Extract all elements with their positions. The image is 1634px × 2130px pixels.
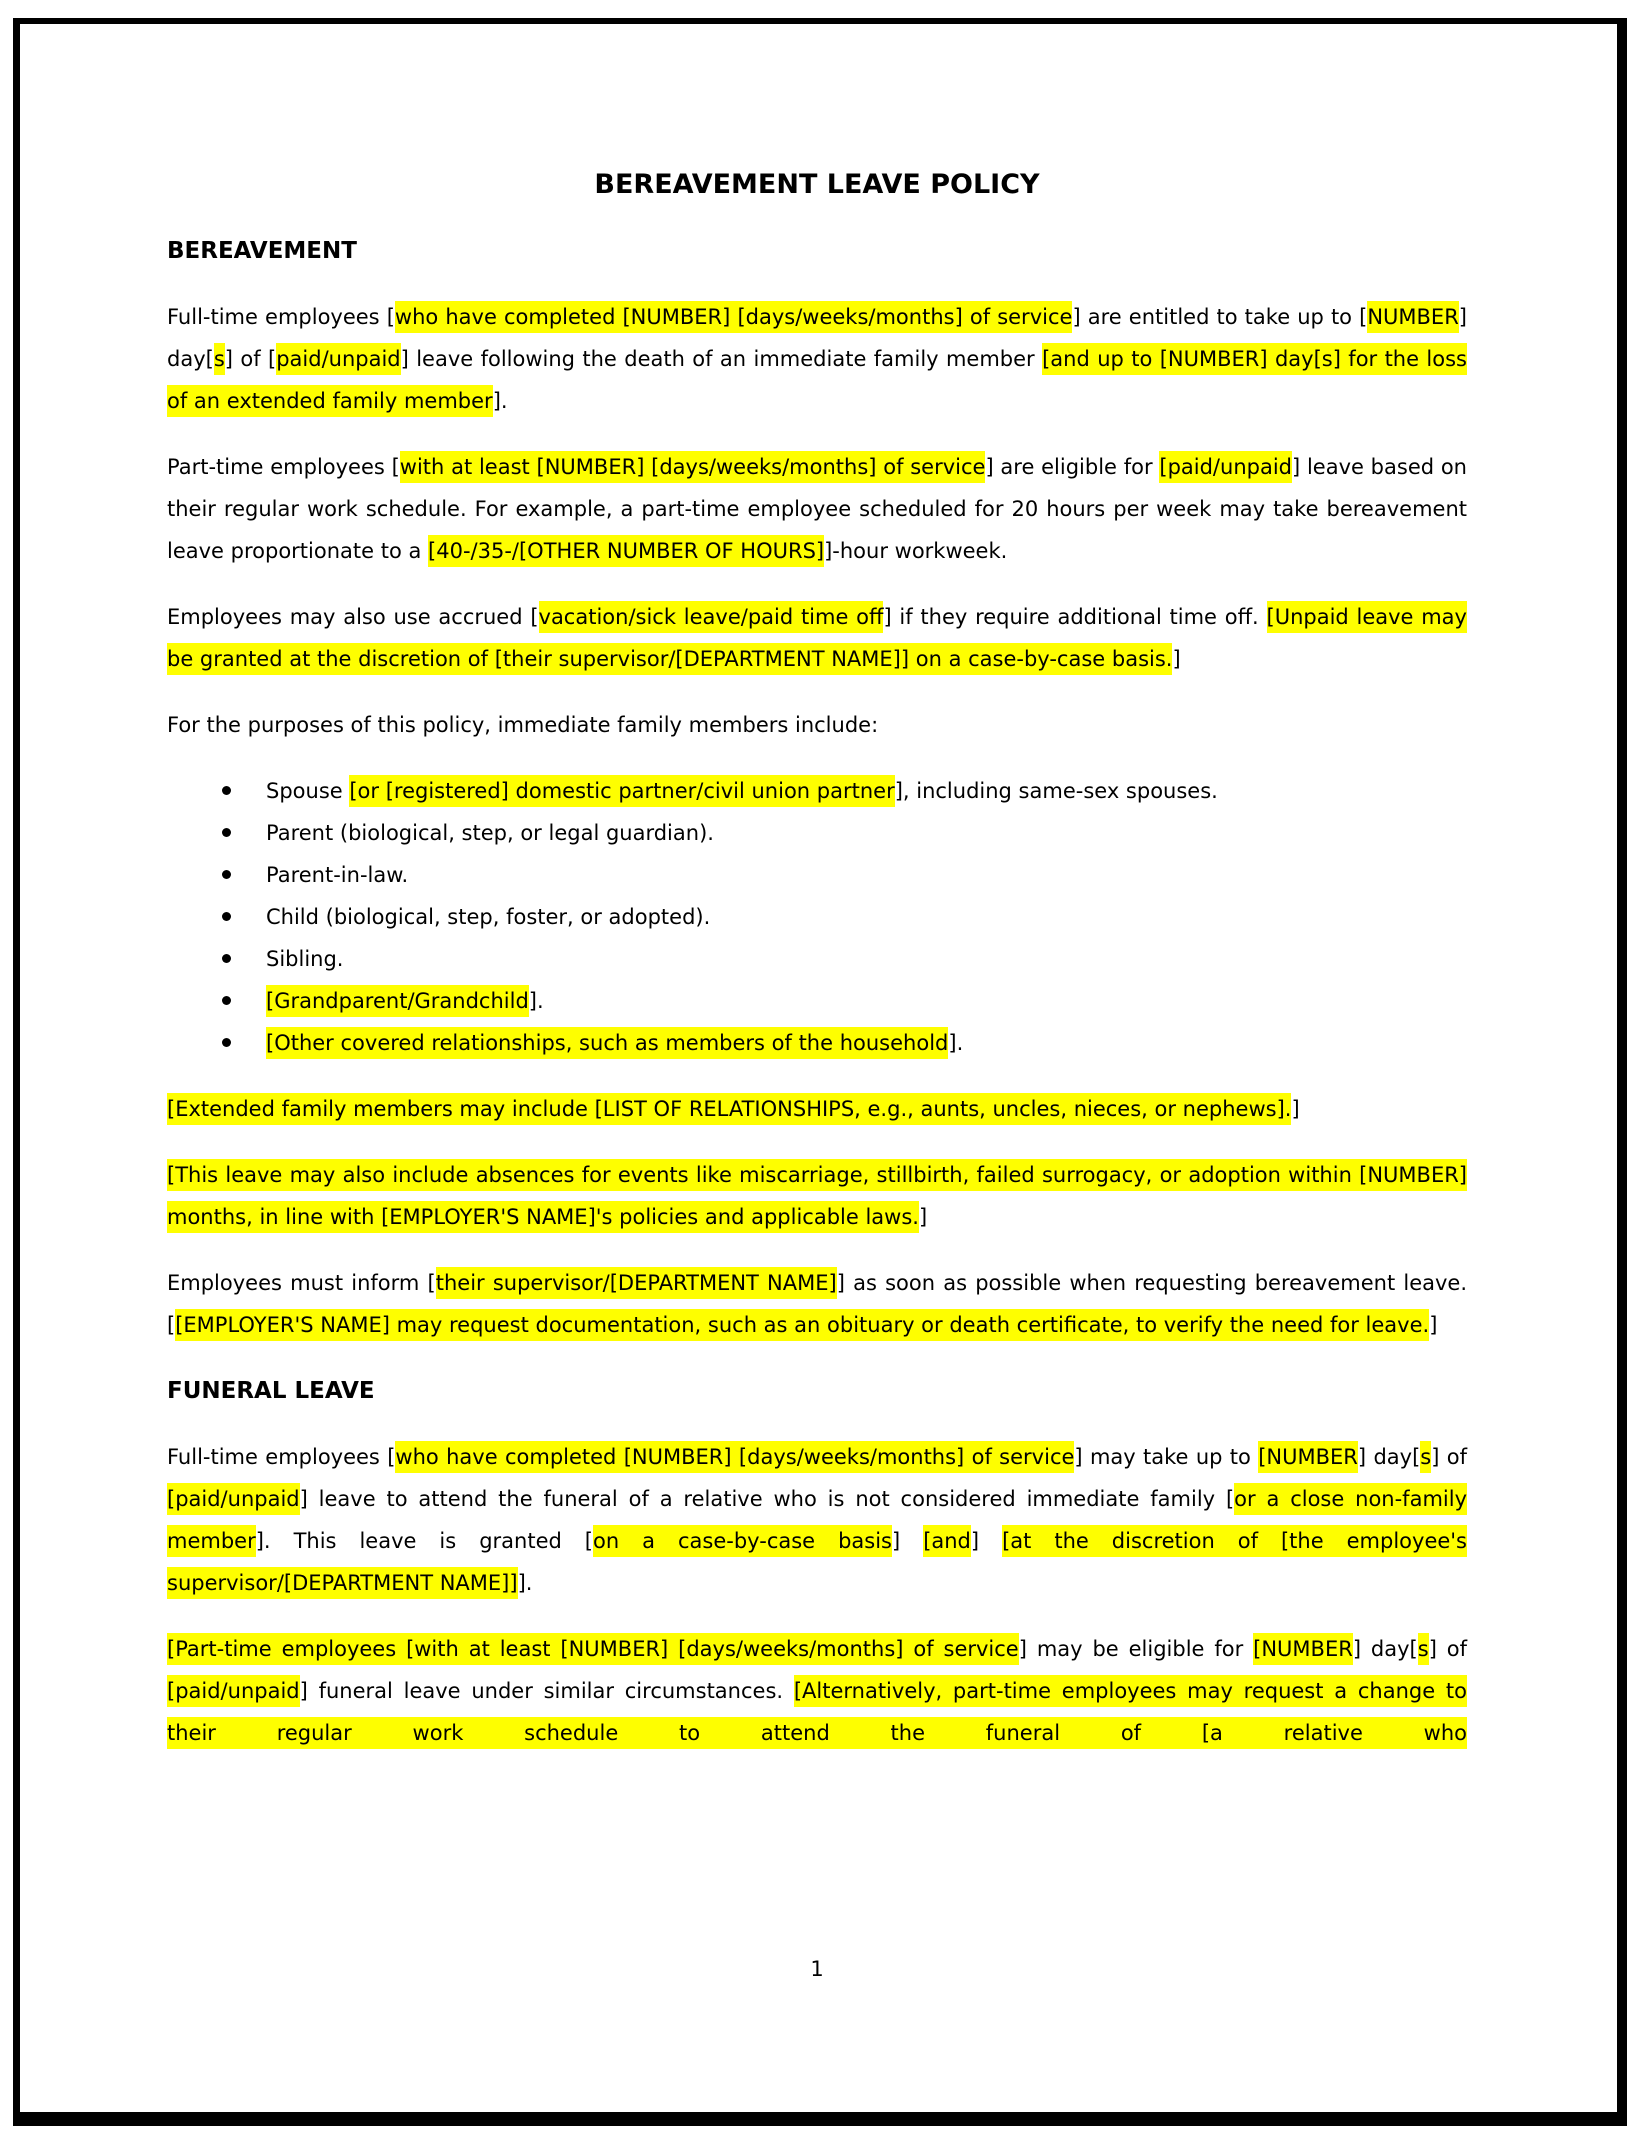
document-title: BEREAVEMENT LEAVE POLICY (594, 169, 1040, 200)
list-item (266, 854, 1467, 896)
list-item (266, 1022, 1467, 1064)
paragraph (167, 1154, 1467, 1238)
section-heading: BEREAVEMENT (167, 238, 357, 264)
text-run: ] of (1428, 1637, 1468, 1661)
text-run: ] (970, 1529, 1003, 1553)
highlighted-text: [Grandparent/Grandchild (266, 985, 529, 1017)
highlighted-text: paid/unpaid (276, 343, 400, 375)
text-run: ] leave to attend the funeral of a relative who is not considered immediate family [ (299, 1487, 1235, 1511)
text-run: ] funeral leave under similar circumstances. (299, 1679, 794, 1703)
highlighted-text: [or [registered] domestic partner/civil union partner (349, 775, 894, 807)
text-run: ] may take up to (1074, 1445, 1259, 1469)
text-run: ] leave following the death of an immediate family member (400, 347, 1043, 371)
highlighted-text: or a close non-family member (167, 1483, 1467, 1557)
text-run: ] as soon as possible when requesting bereavement leave. [ (167, 1271, 1468, 1337)
text-run: Parent (biological, step, or legal guardian). (266, 821, 714, 845)
highlighted-text: [Part-time employees [with at least [NUMBER] [days/weeks/months] of service (167, 1633, 1019, 1665)
text-run: Full-time employees [ (167, 1445, 396, 1469)
highlighted-text: [Alternatively, part-time employees may request a change to their regular work schedule to attend the funeral of [a relative who (167, 1675, 1467, 1749)
text-run: ] of [ (224, 347, 277, 371)
paragraph (167, 596, 1467, 680)
highlighted-text: [and (923, 1525, 971, 1557)
highlighted-text: [Other covered relationships, such as members of the household (266, 1027, 948, 1059)
text-run: ] if they require additional time off. (883, 605, 1267, 629)
text-run: ] (892, 1529, 924, 1553)
list-item (266, 770, 1467, 812)
text-run: Parent-in-law. (266, 863, 409, 887)
section-heading: FUNERAL LEAVE (167, 1378, 375, 1404)
highlighted-text: [paid/unpaid (1159, 451, 1292, 483)
paragraph (167, 1088, 1467, 1130)
text-run: ] (1429, 1313, 1438, 1337)
text-run: ] are eligible for (985, 455, 1160, 479)
list-item (266, 812, 1467, 854)
text-run: Part-time employees [ (167, 455, 400, 479)
paragraph (167, 1262, 1467, 1346)
highlighted-text: [40-/35-/[OTHER NUMBER OF HOURS] (428, 535, 824, 567)
highlighted-text: s (1420, 1441, 1431, 1473)
highlighted-text: who have completed [NUMBER] [days/weeks/months] of service (395, 1441, 1074, 1473)
highlighted-text: who have completed [NUMBER] [days/weeks/months] of service (395, 301, 1073, 333)
highlighted-text: [Unpaid leave may be granted at the discretion of [their supervisor/[DEPARTMENT NAME]] on a case-by-case basis. (167, 601, 1467, 675)
highlighted-text: NUMBER (1367, 301, 1458, 333)
highlighted-text: [This leave may also include absences for events like miscarriage, stillbirth, failed surrogacy, or adoption within [NUMBER] months, in line with [EMPLOYER'S NAME]'s policies and applicable laws. (167, 1159, 1467, 1233)
highlighted-text: [paid/unpaid (167, 1483, 300, 1515)
text-run: Spouse (266, 779, 350, 803)
highlighted-text: [NUMBER (1253, 1633, 1353, 1665)
list-item (266, 896, 1467, 938)
highlighted-text: s (214, 343, 225, 375)
text-run: ]-hour workweek. (824, 539, 1008, 563)
text-run: ] day[ (1352, 1637, 1418, 1661)
text-run: ] day[ (167, 305, 1467, 371)
list-item (266, 938, 1467, 980)
list-item (266, 980, 1467, 1022)
page-number: 1 (810, 1957, 824, 1981)
text-run: ]. (528, 989, 544, 1013)
text-run: ], including same-sex spouses. (894, 779, 1218, 803)
highlighted-text: [at the discretion of [the employee's supervisor/[DEPARTMENT NAME]] (167, 1525, 1467, 1599)
highlighted-text: [EMPLOYER'S NAME] may request documentation, such as an obituary or death certificate, to verify the need for leave. (175, 1309, 1429, 1341)
text-run: ] are entitled to take up to [ (1072, 305, 1368, 329)
text-run: Sibling. (266, 947, 344, 971)
text-run: ]. This leave is granted [ (255, 1529, 593, 1553)
document-body (167, 230, 1467, 1754)
text-run: Full-time employees [ (167, 305, 395, 329)
text-run: ] may be eligible for (1018, 1637, 1254, 1661)
highlighted-text: [paid/unpaid (167, 1675, 300, 1707)
text-run: Child (biological, step, foster, or adopted). (266, 905, 711, 929)
text-run: ] day[ (1357, 1445, 1421, 1469)
highlighted-text: [NUMBER (1258, 1441, 1358, 1473)
highlighted-text: with at least [NUMBER] [days/weeks/months] of service (400, 451, 986, 483)
paragraph (167, 1436, 1467, 1604)
text-run: ]. (492, 389, 508, 413)
text-run: For the purposes of this policy, immediate family members include: (167, 713, 879, 737)
highlighted-text: on a case-by-case basis (593, 1525, 892, 1557)
text-run: ]. (517, 1571, 533, 1595)
highlighted-text: [Extended family members may include [LIST OF RELATIONSHIPS, e.g., aunts, uncles, nieces, or nephews]. (167, 1093, 1291, 1125)
paragraph (167, 296, 1467, 422)
highlighted-text: s (1418, 1633, 1429, 1665)
document-page (167, 164, 1467, 1778)
text-run: ]. (948, 1031, 964, 1055)
paragraph (167, 1628, 1467, 1754)
text-run: ] (1172, 647, 1181, 671)
text-run: ] of (1431, 1445, 1467, 1469)
text-run: ] (918, 1205, 928, 1229)
bullet-list (167, 770, 1467, 1064)
paragraph (167, 704, 1467, 746)
highlighted-text: [and up to [NUMBER] day[s] for the loss of an extended family member (167, 343, 1467, 417)
highlighted-text: their supervisor/[DEPARTMENT NAME] (436, 1267, 837, 1299)
highlighted-text: vacation/sick leave/paid time off (539, 601, 884, 633)
text-run: Employees may also use accrued [ (167, 605, 539, 629)
text-run: ] (1291, 1097, 1300, 1121)
paragraph (167, 446, 1467, 572)
text-run: Employees must inform [ (167, 1271, 436, 1295)
text-run: ] leave based on their regular work schedule. For example, a part-time employee scheduled for 20 hours per week may take bereavement leave proportionate to a (167, 455, 1467, 563)
